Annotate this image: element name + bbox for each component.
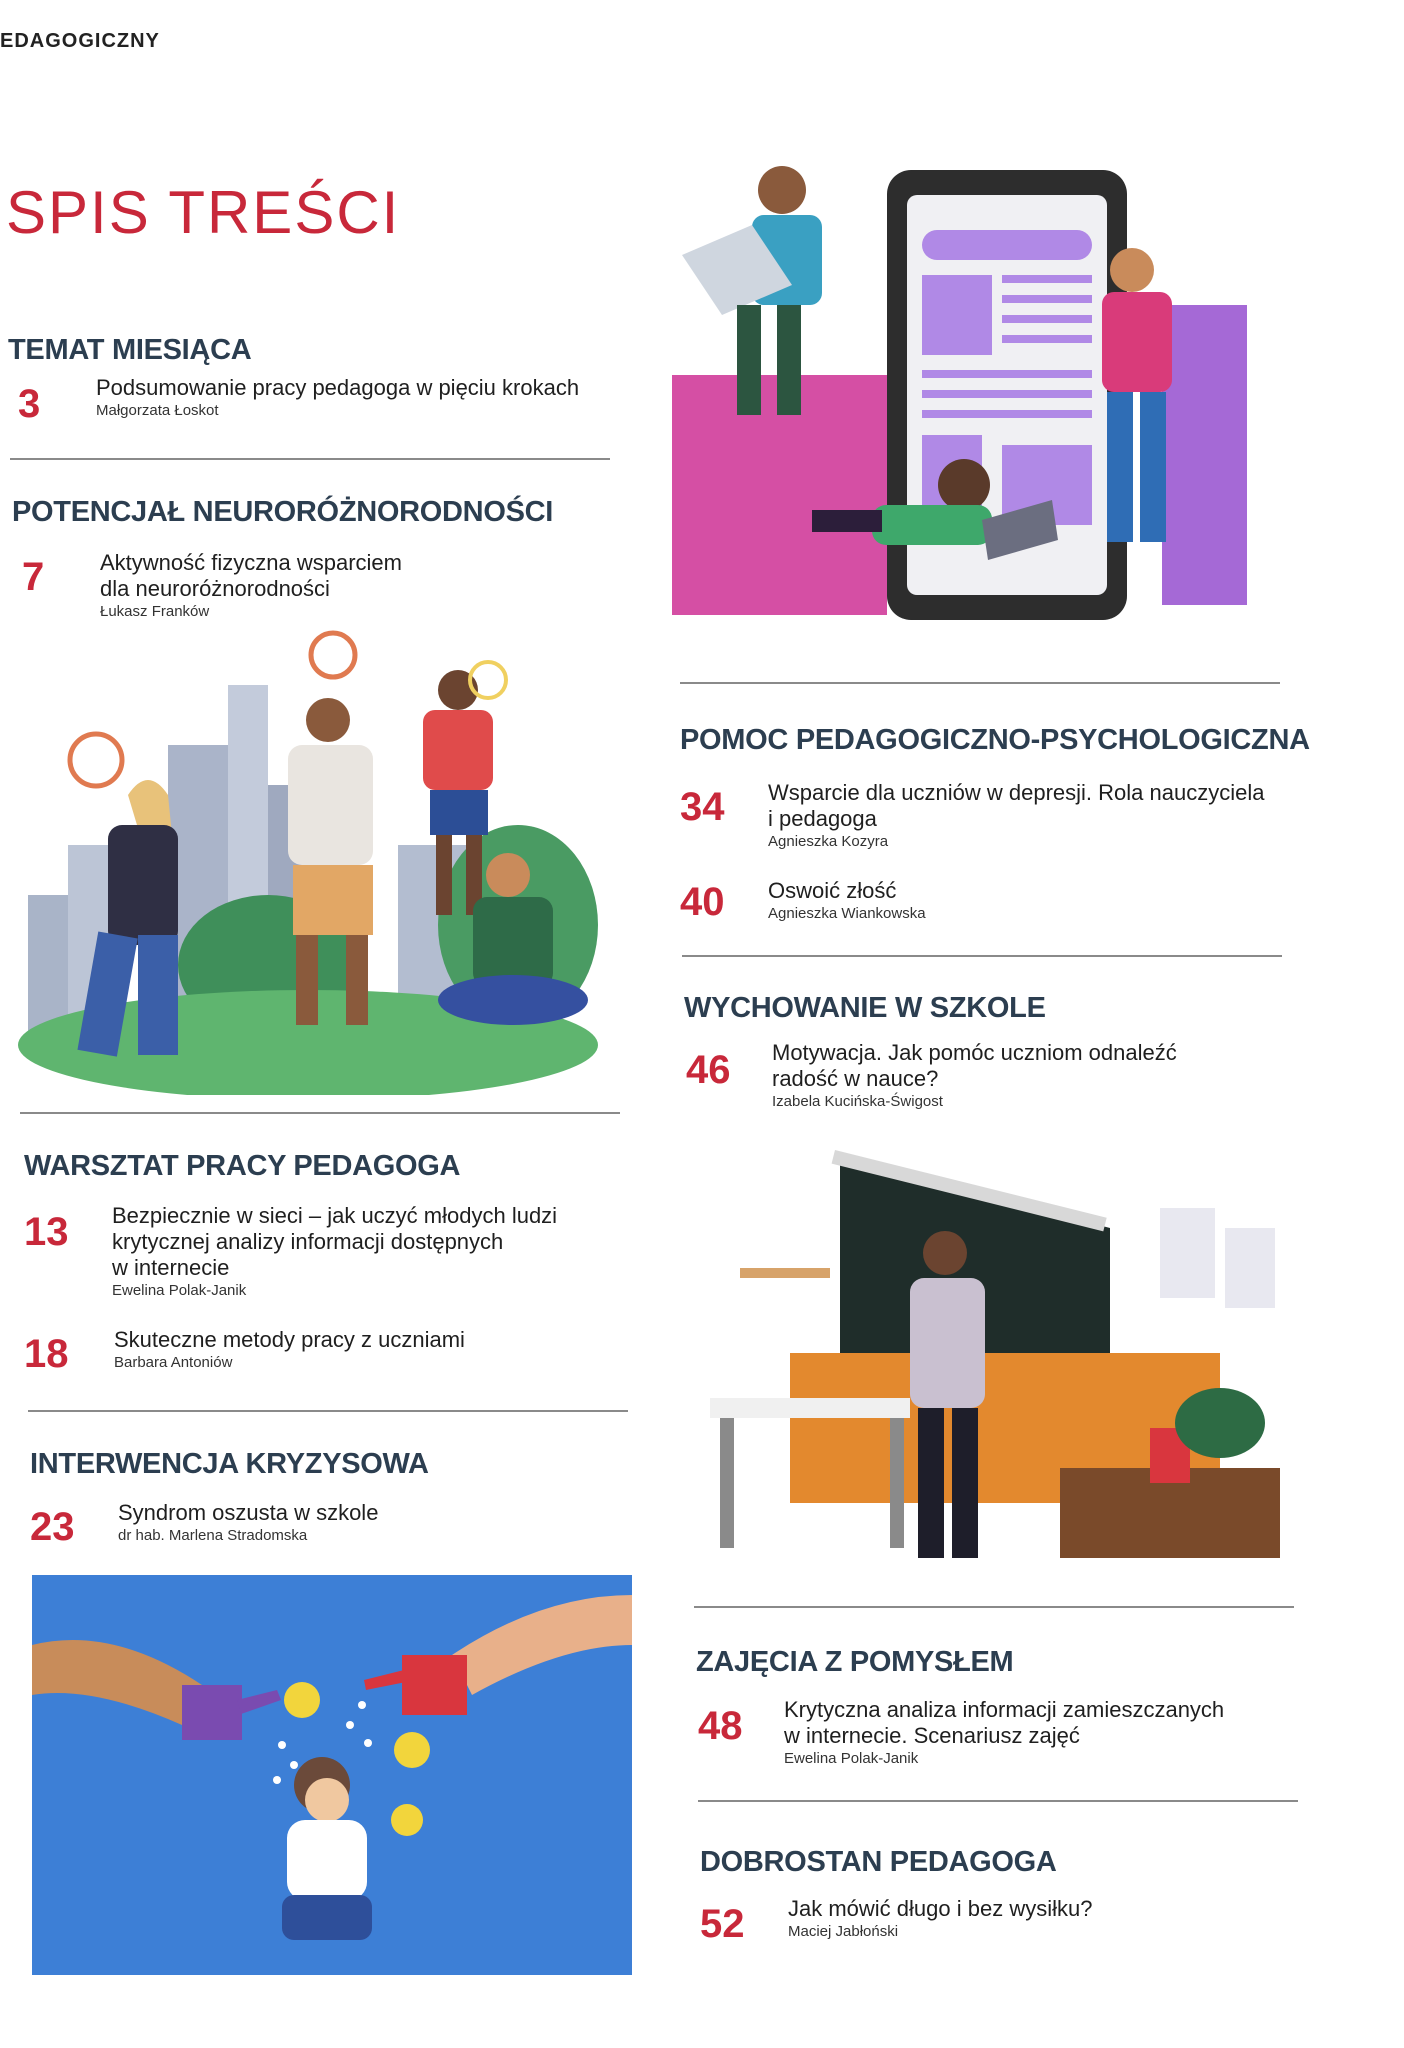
article-entry[interactable]: [118, 1500, 378, 1544]
article-title-line: Motywacja. Jak pomóc uczniom odnaleźć: [772, 1040, 1177, 1065]
section-divider: [682, 955, 1282, 957]
article-title: Syndrom oszusta w szkole: [118, 1500, 379, 1525]
article-title-line: radość w nauce?: [772, 1066, 939, 1091]
section-title-wychowanie: WYCHOWANIE W SZKOLE: [684, 992, 1046, 1024]
section-divider: [28, 1410, 628, 1412]
article-author: Barbara Antoniów: [114, 1354, 233, 1371]
article-title: Jak mówić długo i bez wysiłku?: [788, 1896, 1093, 1921]
article-author: Ewelina Polak-Janik: [112, 1282, 247, 1299]
article-entry[interactable]: [784, 1697, 1224, 1767]
article-page-number: 7: [22, 555, 45, 599]
section-divider: [698, 1800, 1298, 1802]
article-entry[interactable]: [772, 1040, 1177, 1110]
article-entry[interactable]: [112, 1203, 557, 1299]
article-entry[interactable]: [788, 1896, 1092, 1940]
article-page-number: 13: [24, 1210, 69, 1254]
article-title: Oswoić złość: [768, 878, 897, 903]
article-entry[interactable]: [100, 550, 402, 620]
section-title-zajecia: ZAJĘCIA Z POMYSŁEM: [696, 1646, 1014, 1678]
section-divider: [10, 458, 610, 460]
section-divider: [20, 1112, 620, 1114]
article-author: Agnieszka Wiankowska: [768, 905, 926, 922]
article-page-number: 23: [30, 1505, 75, 1549]
article-title: Podsumowanie pracy pedagoga w pięciu krokach: [96, 375, 580, 400]
section-title-pomoc-pedagogiczna: POMOC PEDAGOGICZNO-PSYCHOLOGICZNA: [680, 724, 1310, 756]
article-title-line: dla neuroróżnorodności: [100, 576, 330, 601]
article-page-number: 52: [700, 1902, 745, 1946]
section-title-dobrostan: DOBROSTAN PEDAGOGA: [700, 1846, 1057, 1878]
article-entry[interactable]: [768, 780, 1264, 850]
article-title-line: w internecie: [112, 1255, 230, 1280]
article-title-line: w internecie. Scenariusz zajęć: [784, 1723, 1080, 1748]
article-entry[interactable]: [768, 878, 926, 922]
article-page-number: 34: [680, 785, 725, 829]
watering-child-illustration: [32, 1575, 632, 1975]
article-author: Małgorzata Łoskot: [96, 402, 219, 419]
article-author: Ewelina Polak-Janik: [784, 1750, 919, 1767]
section-title-interwencja: INTERWENCJA KRYZYSOWA: [30, 1448, 429, 1480]
article-page-number: 3: [18, 382, 41, 426]
section-title-warsztat-pracy: WARSZTAT PRACY PEDAGOGA: [24, 1150, 461, 1182]
article-title-line: Aktywność fizyczna wsparciem: [100, 550, 402, 575]
article-title-line: i pedagoga: [768, 806, 877, 831]
article-page-number: 48: [698, 1704, 743, 1748]
article-title-line: Wsparcie dla uczniów w depresji. Rola nauczyciela: [768, 780, 1265, 805]
teacher-classroom-illustration: [690, 1148, 1310, 1578]
article-title-line: krytycznej analizy informacji dostępnych: [112, 1229, 504, 1254]
section-title-temat-miesiaca: TEMAT MIESIĄCA: [8, 334, 252, 366]
page-title: SPIS TREŚCI: [6, 179, 401, 246]
section-divider: [694, 1606, 1294, 1608]
article-author: Izabela Kucińska-Świgost: [772, 1093, 943, 1110]
article-entry[interactable]: [96, 375, 579, 419]
article-entry[interactable]: [114, 1327, 465, 1371]
article-title-line: Bezpiecznie w sieci – jak uczyć młodych ludzi: [112, 1203, 558, 1228]
article-author: Maciej Jabłoński: [788, 1923, 899, 1940]
article-page-number: 46: [686, 1048, 731, 1092]
article-author: Agnieszka Kozyra: [768, 833, 889, 850]
article-page-number: 40: [680, 880, 725, 924]
article-title: Skuteczne metody pracy z uczniami: [114, 1327, 465, 1352]
children-reading-phone-illustration: [672, 160, 1277, 640]
article-page-number: 18: [24, 1332, 69, 1376]
article-author: Łukasz Franków: [100, 603, 210, 620]
section-divider: [680, 682, 1280, 684]
sports-friends-illustration: [18, 625, 598, 1095]
section-title-neuroroznorodnosc: POTENCJAŁ NEURORÓŻNORODNOŚCI: [12, 496, 554, 528]
article-author: dr hab. Marlena Stradomska: [118, 1527, 308, 1544]
article-title-line: Krytyczna analiza informacji zamieszczanych: [784, 1697, 1225, 1722]
magazine-name: EDAGOGICZNY: [0, 30, 160, 52]
